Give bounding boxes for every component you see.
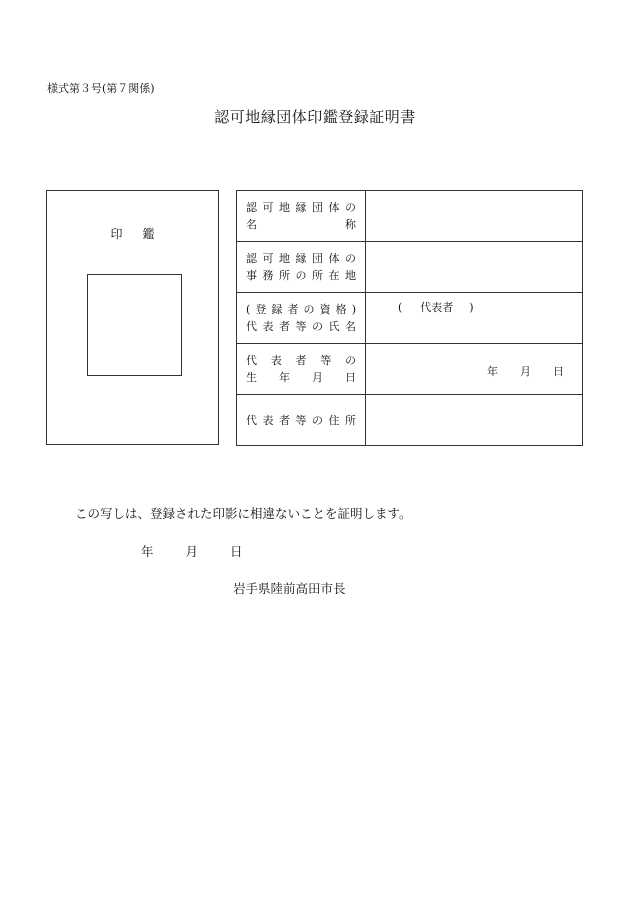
table-row <box>237 242 583 293</box>
label-line: 認可地縁団体の <box>246 201 356 214</box>
value-representative-address <box>366 395 583 446</box>
representative-role: ( 代表者 ) <box>398 301 474 314</box>
value-representative-name <box>366 293 583 344</box>
birth-date-fields: 年 月 日 <box>487 365 564 378</box>
label-line: 代表者等の氏名 <box>246 320 356 333</box>
label-line: 生年月日 <box>246 371 356 384</box>
seal-label-left: 印 <box>110 227 123 241</box>
table-row <box>237 395 583 446</box>
value-office-address <box>366 242 583 293</box>
table-row <box>237 344 583 395</box>
seal-label-right: 鑑 <box>142 227 155 241</box>
value-group-name <box>366 191 583 242</box>
label-line: (登録者の資格) <box>246 303 356 316</box>
form-number: 様式第３号(第７関係) <box>47 82 155 95</box>
label-group-name <box>237 191 366 242</box>
label-office-address <box>237 242 366 293</box>
certification-statement: この写しは、登録された印影に相違ないことを証明します。 <box>75 506 412 521</box>
label-representative-name <box>237 293 366 344</box>
seal-impression-area <box>87 274 182 376</box>
label-line: 認可地縁団体の <box>246 252 356 265</box>
label-birth-date <box>237 344 366 395</box>
issue-date: 年 月 日 <box>141 544 243 559</box>
registration-info-table <box>236 190 583 446</box>
issuer-name: 岩手県陸前高田市長 <box>233 581 346 596</box>
label-line: 名称 <box>246 218 356 231</box>
seal-section <box>46 190 219 445</box>
document-title: 認可地縁団体印鑑登録証明書 <box>214 108 416 126</box>
table-row <box>237 191 583 242</box>
label-representative-address <box>237 395 366 446</box>
seal-label <box>47 225 218 242</box>
value-birth-date <box>366 344 583 395</box>
table-row <box>237 293 583 344</box>
label-line: 事務所の所在地 <box>246 269 356 282</box>
label-line: 代表者等の住所 <box>246 413 356 427</box>
label-line: 代表者等の <box>246 354 356 367</box>
